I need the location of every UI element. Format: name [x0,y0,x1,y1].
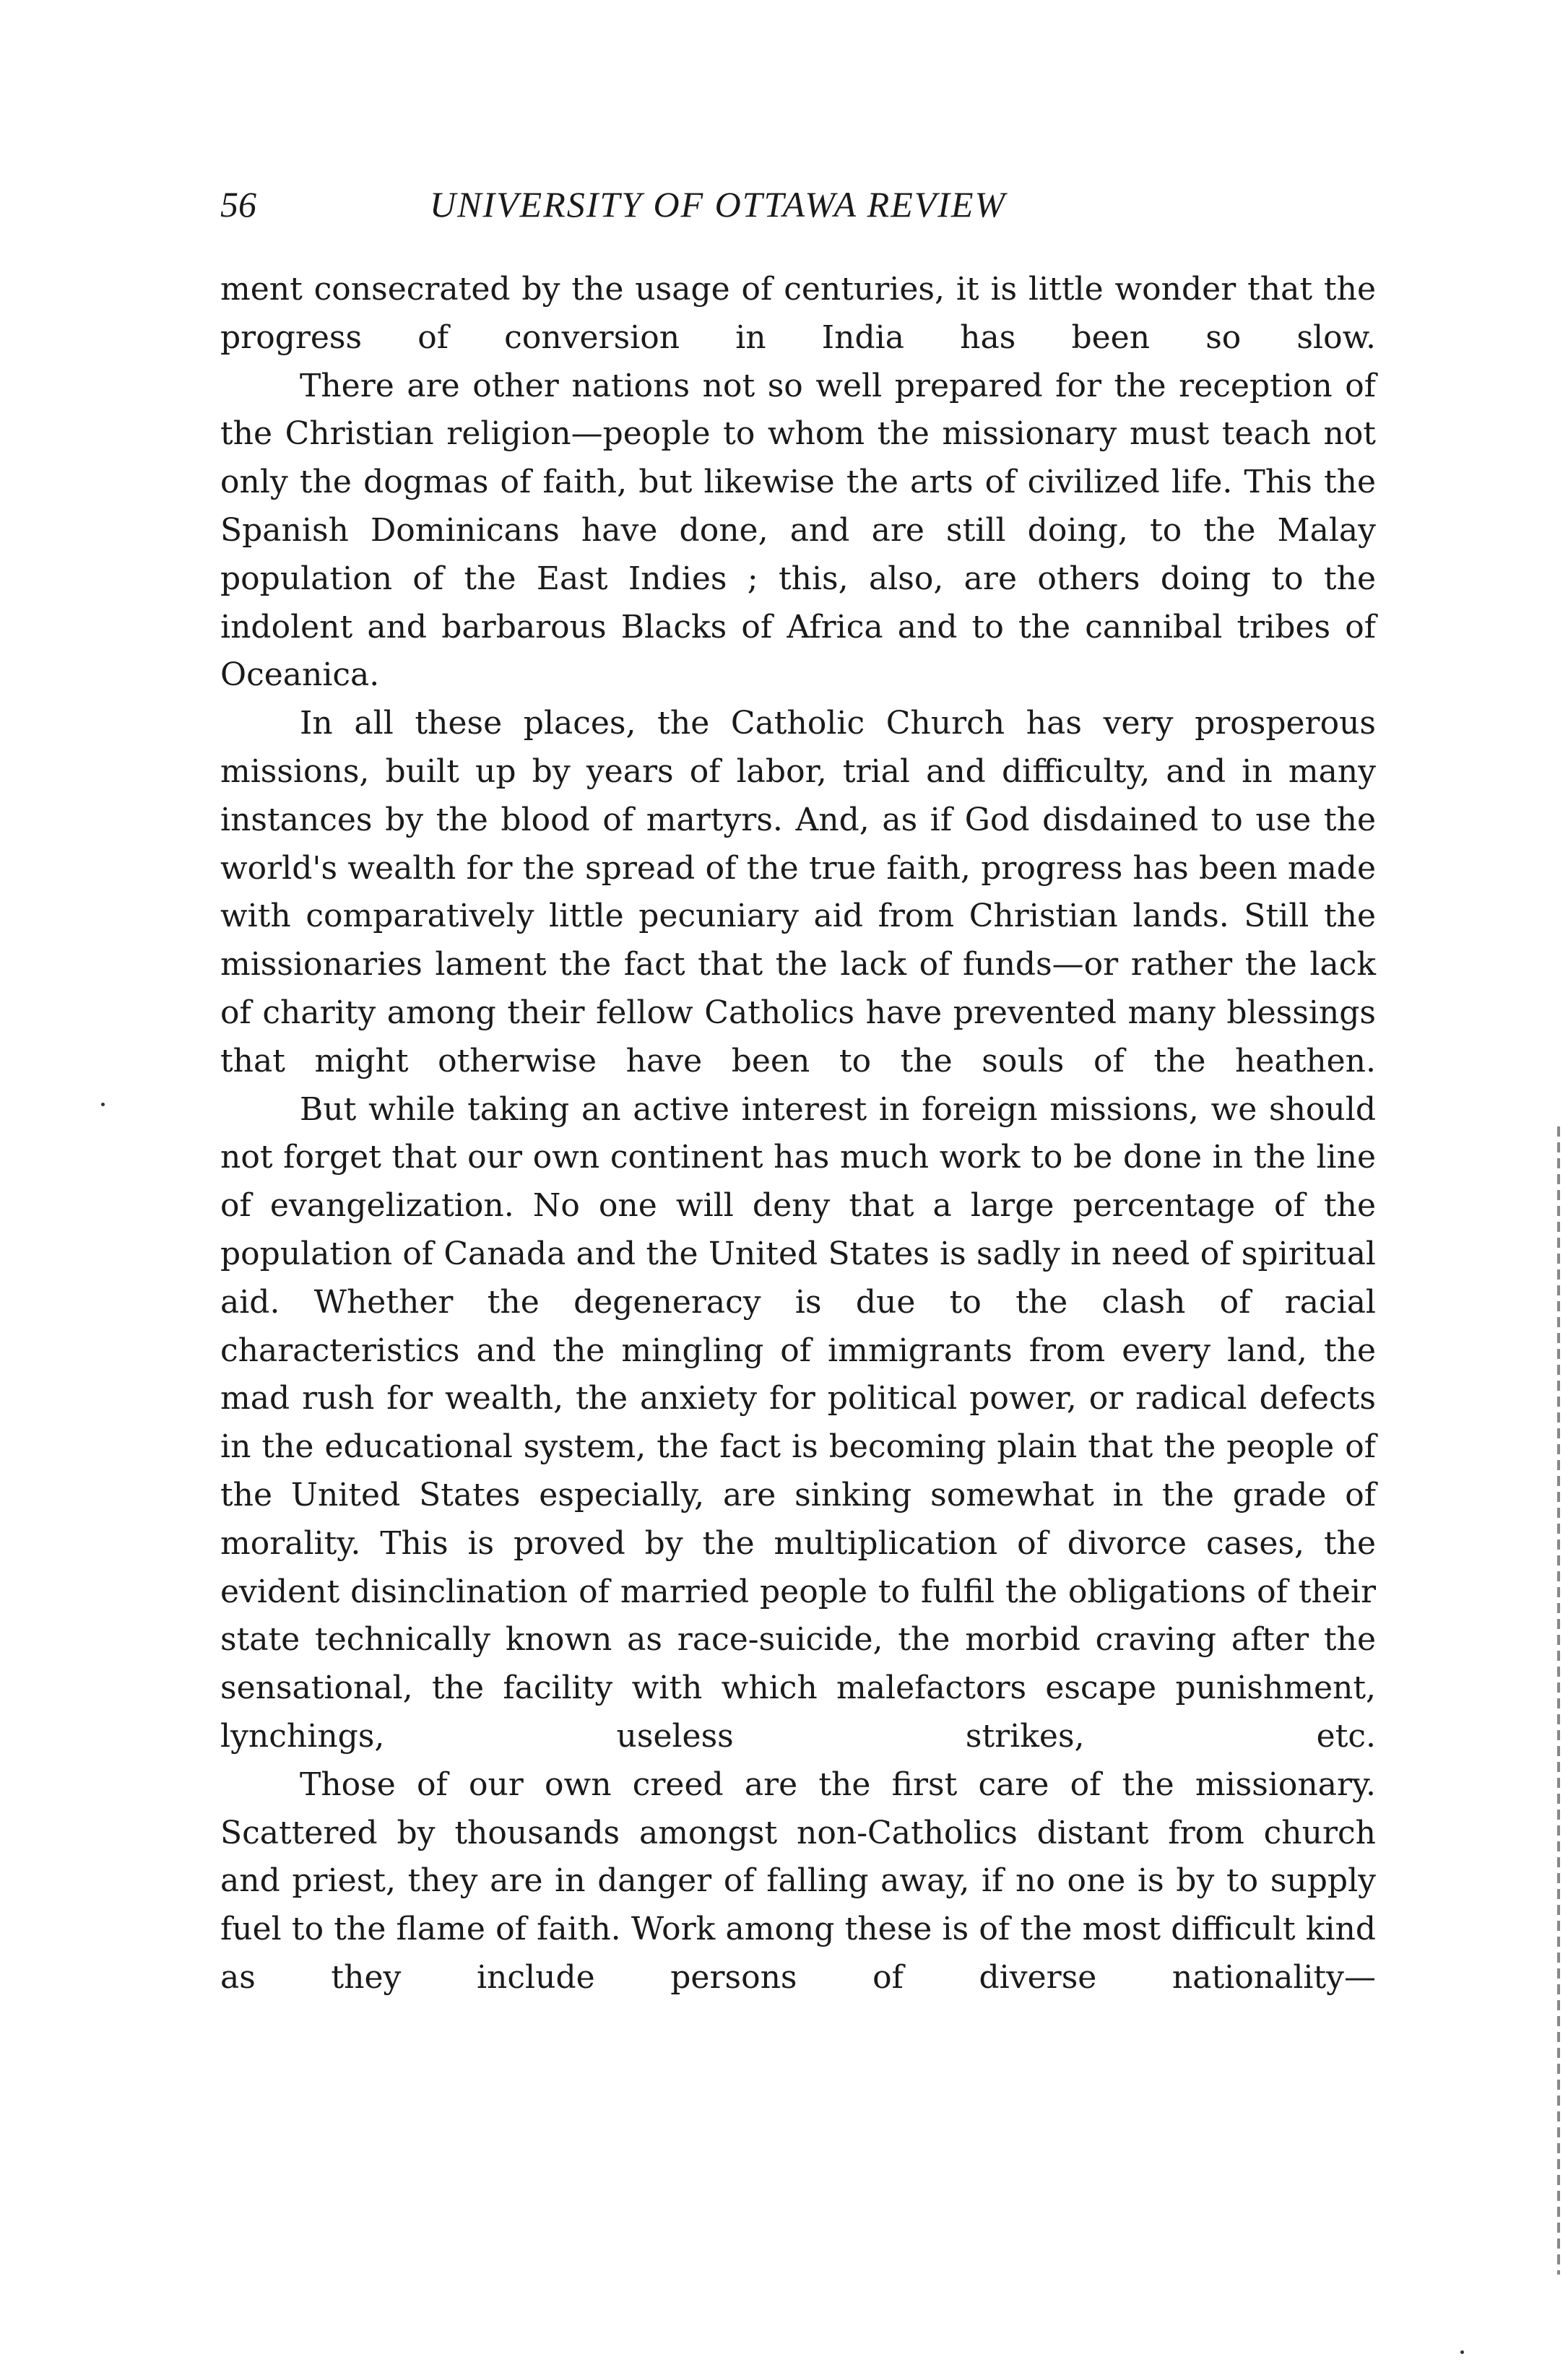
paragraph-4: But while taking an active interest in foreign missions, we should not forget that our own continent has much work to be done in the line of evangelization. No one will deny that a large percentage of the population of Canada and the United States is sadly in need of spiritual aid. Whether the degeneracy is due to the clash of racial characteristics and the mingling of immigrants from every land, the mad rush for wealth, the anxiety for political power, or radical defects in the educational system, the fact is becoming plain that the people of the United States especially, are sinking somewhat in the grade of morality. This is proved by the multiplication of divorce cases, the evident disinclination of married people to fulfil the obligations of their state technically known as race-suicide, the morbid craving after the sensational, the facility with which malefactors escape punishment, lynchings, useless strikes, etc. [220,1090,1376,1755]
paragraph-2: There are other nations not so well prepared for the reception of the Christian religion—people to whom the missionary must teach not only the dogmas of faith, but likewise the arts of civilized life. This the Spanish Dominicans have done, and are still doing, to the Malay population of the East Indies ; this, also, are others doing to the indolent and barbarous Blacks of Africa and to the cannibal tribes of Oceanica. [220,367,1376,694]
body-text [220,266,1376,2002]
paragraph-5: Those of our own creed are the first care of the missionary. Scattered by thousands amongst non-Catholics distant from church and priest, they are in danger of falling away, if no one is by to supply fuel to the flame of faith. Work among these is of the most difficult kind as they include persons of diverse nationality— [220,1766,1376,1996]
page-header [220,179,1376,230]
stray-dot-mark [1460,2350,1464,2354]
paragraph-1: ment consecrated by the usage of centuries, it is little wonder that the progress of conversion in India has been so slow. [220,271,1376,356]
paragraph-3: In all these places, the Catholic Church has very prosperous missions, built up by years of labor, trial and difficulty, and in many instances by the blood of martyrs. And, as if God disdained to use the world's wealth for the spread of the true faith, progress has been made with comparatively little pecuniary aid from Christian lands. Still the missionaries lament the fact that the lack of funds—or rather the lack of charity among their fellow Catholics have prevented many blessings that might otherwise have been to the souls of the heathen. [220,705,1376,1080]
running-title: UNIVERSITY OF OTTAWA REVIEW [430,184,1007,225]
scan-edge-mark [1557,1126,1560,2275]
stray-dot-mark [101,1103,105,1106]
page-number: 56 [220,184,256,225]
